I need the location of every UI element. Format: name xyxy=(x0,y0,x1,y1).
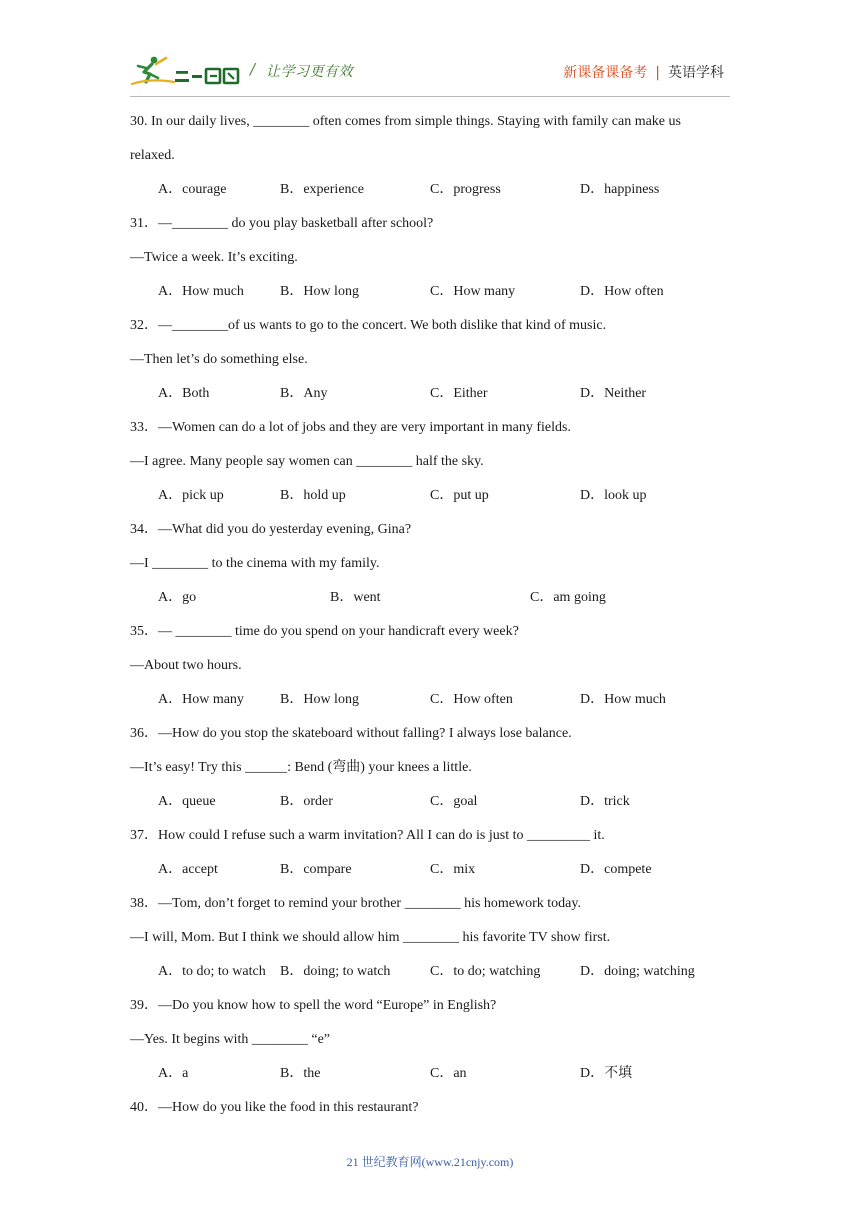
option-a: A．courage xyxy=(158,182,227,197)
option-d: D．happiness xyxy=(580,182,660,197)
question-item xyxy=(130,993,740,1095)
option-row xyxy=(130,177,740,211)
question-stem: 36．—How do you stop the skateboard without falling? I always lose balance. xyxy=(130,726,572,741)
option-b: B．the xyxy=(280,1066,321,1081)
brand-logo xyxy=(130,54,242,90)
option-a: A．pick up xyxy=(158,488,224,503)
option-a: A．accept xyxy=(158,862,218,877)
option-a: A．a xyxy=(158,1066,189,1081)
question-dialogue-line: —About two hours. xyxy=(130,658,242,673)
question-stem: 37．How could I refuse such a warm invitation? All I can do is just to _________ it. xyxy=(130,828,605,843)
page-footer: 21 世纪教育网(www.21cnjy.com) xyxy=(346,1155,514,1169)
option-b: B．How long xyxy=(280,284,359,299)
option-a: A．queue xyxy=(158,794,216,809)
header-right xyxy=(563,62,724,82)
option-row xyxy=(130,789,740,823)
option-row xyxy=(130,381,740,415)
question-dialogue-line: —I agree. Many people say women can ________ half the sky. xyxy=(130,454,484,469)
option-b: B．went xyxy=(330,590,381,605)
option-c: C．Either xyxy=(430,386,488,401)
question-stem: 38．—Tom, don’t forget to remind your brother ________ his homework today. xyxy=(130,896,581,911)
runner-logo-icon xyxy=(130,54,242,90)
question-dialogue-line: —I will, Mom. But I think we should allow him ________ his favorite TV show first. xyxy=(130,930,611,945)
question-item xyxy=(130,109,740,211)
option-row xyxy=(130,279,740,313)
option-c: C．to do; watching xyxy=(430,964,541,979)
option-c: C．am going xyxy=(530,590,606,605)
question-stem: 33．—Women can do a lot of jobs and they are very important in many fields. xyxy=(130,420,571,435)
question-item xyxy=(130,1095,740,1129)
option-a: A．to do; to watch xyxy=(158,964,266,979)
question-item xyxy=(130,619,740,721)
question-stem: 30. In our daily lives, ________ often comes from simple things. Staying with family can make us xyxy=(130,114,681,129)
question-stem: 31．—________ do you play basketball after school? xyxy=(130,216,434,231)
page-header xyxy=(0,0,860,100)
option-c: C．goal xyxy=(430,794,478,809)
option-b: B．compare xyxy=(280,862,352,877)
option-d: D．不填 xyxy=(580,1066,633,1081)
option-d: D．compete xyxy=(580,862,652,877)
question-dialogue-line: —Then let’s do something else. xyxy=(130,352,308,367)
option-c: C．progress xyxy=(430,182,501,197)
option-d: D．How much xyxy=(580,692,666,707)
header-subject: 英语学科 xyxy=(668,65,724,81)
question-dialogue-line: relaxed. xyxy=(130,148,175,163)
option-b: B．order xyxy=(280,794,333,809)
option-row xyxy=(130,857,740,891)
option-row xyxy=(130,1061,740,1095)
option-row xyxy=(130,585,740,619)
question-stem: 40．—How do you like the food in this restaurant? xyxy=(130,1100,419,1115)
option-c: C．How often xyxy=(430,692,513,707)
header-divider: / xyxy=(250,60,256,78)
question-item xyxy=(130,517,740,619)
option-c: C．an xyxy=(430,1066,467,1081)
option-b: B．hold up xyxy=(280,488,346,503)
question-list xyxy=(130,109,740,1129)
option-c: C．put up xyxy=(430,488,489,503)
header-rule xyxy=(130,96,730,97)
option-d: D．trick xyxy=(580,794,630,809)
question-item xyxy=(130,313,740,415)
option-row xyxy=(130,959,740,993)
question-stem: 35．— ________ time do you spend on your handicraft every week? xyxy=(130,624,519,639)
question-dialogue-line: —I ________ to the cinema with my family. xyxy=(130,556,380,571)
question-item xyxy=(130,823,740,891)
header-separator: | xyxy=(655,65,660,81)
option-a: A．go xyxy=(158,590,197,605)
option-d: D．Neither xyxy=(580,386,647,401)
option-a: A．Both xyxy=(158,386,210,401)
option-d: D．look up xyxy=(580,488,647,503)
question-stem: 39．—Do you know how to spell the word “Europe” in English? xyxy=(130,998,497,1013)
option-a: A．How much xyxy=(158,284,244,299)
option-c: C．mix xyxy=(430,862,476,877)
option-d: D．How often xyxy=(580,284,664,299)
option-b: B．How long xyxy=(280,692,359,707)
option-c: C．How many xyxy=(430,284,516,299)
question-item xyxy=(130,415,740,517)
option-b: B．experience xyxy=(280,182,364,197)
option-row xyxy=(130,483,740,517)
question-item xyxy=(130,211,740,313)
header-slogan: 让学习更有效 xyxy=(266,64,353,80)
question-stem: 34．—What did you do yesterday evening, Gina? xyxy=(130,522,412,537)
option-a: A．How many xyxy=(158,692,244,707)
option-b: B．doing; to watch xyxy=(280,964,391,979)
question-item xyxy=(130,891,740,993)
option-b: B．Any xyxy=(280,386,328,401)
option-d: D．doing; watching xyxy=(580,964,695,979)
question-dialogue-line: —Twice a week. It’s exciting. xyxy=(130,250,298,265)
question-dialogue-line: —It’s easy! Try this ______: Bend (弯曲) your knees a little. xyxy=(130,760,472,775)
question-item xyxy=(130,721,740,823)
header-course: 新课备课备考 xyxy=(563,65,648,81)
question-dialogue-line: —Yes. It begins with ________ “e” xyxy=(130,1032,331,1047)
question-stem: 32．—________of us wants to go to the concert. We both dislike that kind of music. xyxy=(130,318,607,333)
option-row xyxy=(130,687,740,721)
